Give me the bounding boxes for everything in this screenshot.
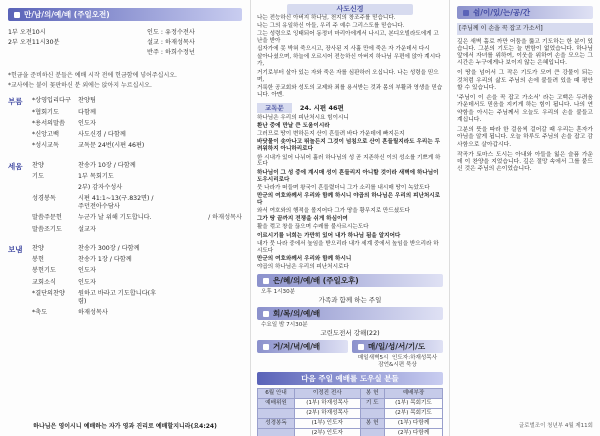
time-2: 2부 오전11시30분 xyxy=(8,38,60,46)
order-item xyxy=(32,226,242,234)
item-label: *상영입리다구 xyxy=(32,97,71,105)
duty-col-header: 이정진 전사 xyxy=(295,389,361,399)
story-heading: [주님께 이 손을 꼭 잡고 가소서] xyxy=(457,23,593,35)
item-value: 시편 41:1~13(구.832면) / 주던전아수담사 xyxy=(78,195,154,210)
item-value: 인도자 xyxy=(78,119,96,127)
responsive-line: 활을 꺾고 창을 끊으며 수레를 불사르시는도다 xyxy=(257,224,369,231)
responsive-line: 만군의 여호와께서 우리와 함께 하시니 xyxy=(257,255,352,262)
order-item xyxy=(32,195,242,211)
story-paragraph: 이 땅을 넘어서 그 작은 기도가 모여 큰 강물이 되는 것처럼 우리의 삶도 주님의 손에 붙들려 있을 때 평안할 수 있습니다. xyxy=(457,70,593,91)
main-service-banner xyxy=(8,8,242,21)
order-item xyxy=(32,120,242,128)
responsive-line: 내가 뭇 나라 중에서 높임을 받으리라 내가 세계 중에서 높임을 받으리라 하시도다 xyxy=(257,240,439,254)
responsive-line: 와서 여호와의 행적을 볼지어다 그가 땅을 황무지로 만드셨도다 xyxy=(257,208,410,215)
duty-col-header: 예배부장 xyxy=(384,389,442,399)
item-label: *축도 xyxy=(32,308,48,316)
dawn-col xyxy=(352,340,443,369)
order-item xyxy=(32,131,242,139)
order-item xyxy=(32,256,242,264)
order-item xyxy=(32,279,242,287)
creed-line: 십자가에 못 박혀 죽으시고, 장사된 지 사흘 만에 죽은 자 가운데서 다시 xyxy=(257,46,430,53)
item-label: 기도 xyxy=(32,172,44,180)
item-value: 하재성목사 xyxy=(78,308,108,316)
responsive-line: 환난 중에 만날 큰 도움이시라 xyxy=(257,123,330,129)
service-times xyxy=(8,29,60,58)
order-list xyxy=(32,245,242,320)
responsive-line: 이르시기를 너희는 가만히 있어 내가 하나님 됨을 알지어다 xyxy=(257,232,401,239)
creed-line: 그는 성령으로 잉태되어 동정녀 마리아에게서 나시고, 본디오빌라도에게 고난을 받아 xyxy=(257,31,439,45)
section-title: 세움 xyxy=(8,161,23,171)
order-list xyxy=(32,97,242,153)
duty-cell: (1부) 다함께 xyxy=(384,419,442,429)
item-label: 말씀주문헌 xyxy=(32,214,62,222)
story-paragraph: 작곡가 토마스 도시는 아내와 아들을 잃은 슬픔 가운데 이 찬양을 지었습니다. 깊은 절망 속에서 그를 붙드신 것은 주님의 손이었습니다. xyxy=(457,151,593,173)
story-text xyxy=(457,39,593,174)
duty-cell xyxy=(360,409,384,419)
order-item xyxy=(32,109,242,117)
creed-line: 거기로부터 살아 있는 자와 죽은 자를 심판하러 오십니다. 나는 성령을 믿으며, xyxy=(257,69,439,83)
duty-col-header: 봉 헌 xyxy=(360,389,384,399)
wednesday-time: 수요일 밤 7시30분 xyxy=(261,322,308,329)
order-list xyxy=(32,162,242,237)
duty-cell: 예배위원 xyxy=(258,399,295,409)
bullet-icon xyxy=(463,10,469,16)
duty-cell: (2부) 목회기도 xyxy=(384,409,442,419)
story-paragraph: 깊은 새벽 홀로 까만 어둠을 뚫고 기도하는 한 분이 있습니다. 그분의 기도는 늘 변함이 없었습니다. 하나님 앞에서 자녀를 위하여, 이웃을 위하여 손을 모으는 그 시간은 누구에게나 보이지 않는 은혜입니다. xyxy=(457,38,593,67)
duty-cell: (2부) 다함께 xyxy=(384,429,442,436)
duty-cell: 성경봉독 xyxy=(258,419,295,429)
duty-col-header: 6월 안내 xyxy=(258,389,295,399)
story-paragraph: 그분의 뜻을 따라 한 걸음씩 걸어갈 때 우리는 혼자가 아님을 알게 됩니다. 오늘 하루도 주님의 손을 잡고 감사함으로 살아갑시다. xyxy=(457,127,593,148)
worship-section xyxy=(8,97,242,153)
item-value: 찬양팀 xyxy=(78,97,96,105)
duty-cell: (2부) 인도자 xyxy=(295,429,361,436)
responsive-tag: 교독문 xyxy=(257,103,292,113)
item-label: *성시교독 xyxy=(32,142,60,150)
evening-banner: 거/저/녁/예/배 xyxy=(257,340,348,353)
item-label: 봉헌 xyxy=(32,256,44,263)
item-value: 1부 목회기도 xyxy=(78,172,114,180)
role-line: 반주 : 하희수정넌 xyxy=(147,48,195,56)
creed-text xyxy=(257,15,443,99)
bullet-icon xyxy=(263,278,269,284)
order-item xyxy=(32,142,242,150)
afternoon-banner: 은/혜/의/예/배 (주일오후) xyxy=(257,274,443,287)
duty-cell xyxy=(258,429,295,436)
banner-title: 만/남/의/예/배 (주일오전) xyxy=(24,9,110,19)
item-label: 찬양 xyxy=(32,161,44,169)
wednesday-banner: 회/복/의/예/배 xyxy=(257,307,443,320)
item-value: 찬송가 10장 / 다함께 xyxy=(78,161,136,169)
item-person: / 하재성목사 xyxy=(208,214,242,222)
item-label: 찬양 xyxy=(32,244,44,252)
creed-line: 거룩한 공교회와 성도의 교제와 죄를 용서받는 것과 몸의 부활과 영생을 믿습니다. 아멘. xyxy=(257,84,443,98)
order-item xyxy=(32,267,242,275)
responsive-line: 하나님은 우리의 피난처시요 힘이시니 xyxy=(257,114,349,121)
item-value: 찬송가 1장 / 다함께 xyxy=(78,256,132,263)
duty-banner: 다음 주일 예배를 도우실 분들 xyxy=(257,372,443,385)
order-item xyxy=(32,97,242,105)
rest-footer: 글로벌조이 청년부 4월 제11회 xyxy=(518,423,593,430)
duty-cell: (1부) 하재성목사 xyxy=(295,399,361,409)
creed-panel xyxy=(250,0,450,436)
responsive-title: 24. 시편 46편 xyxy=(299,103,344,112)
order-of-worship-panel xyxy=(0,0,250,436)
service-info xyxy=(8,29,242,58)
dawn-info: 매일새벽5시 인도자:하재성목사 xyxy=(357,355,438,362)
item-label: 교회소식 xyxy=(32,278,56,286)
notice-line: *교사에는 붙이 꽃판하신 분 외에는 앉아지 누르십시오. xyxy=(8,81,152,89)
item-label: *협회기도 xyxy=(32,108,60,116)
duty-cell: 봉 헌 xyxy=(360,419,384,429)
table-row xyxy=(258,409,443,419)
creed-heading: 사도신경 xyxy=(287,4,413,15)
order-item xyxy=(32,214,242,222)
order-item xyxy=(32,162,242,170)
bullet-icon xyxy=(14,12,20,18)
duty-table xyxy=(257,388,443,436)
responsive-text xyxy=(257,115,443,271)
responsive-line: 바닷물이 솟아나고 뛰놀든지 그것이 넘침으로 산이 흔들릴지라도 우리는 두려워하지 아니하리로다 xyxy=(257,139,441,153)
afternoon-time: 오후 1시30분 xyxy=(261,289,296,296)
table-row xyxy=(258,399,443,409)
item-value: 인도자 xyxy=(78,267,96,275)
evening-row xyxy=(257,340,443,369)
item-value: 교독문 24번(시편 46편) xyxy=(78,142,145,150)
responsive-line: 뭇 나라가 떠들며 왕국이 흔들렸더니 그가 소리를 내시매 땅이 녹았도다 xyxy=(257,184,430,191)
responsive-line: 야곱의 하나님은 우리의 피난처시로다 xyxy=(257,264,349,271)
duty-cell: (1부) 목회기도 xyxy=(384,399,442,409)
bullet-icon xyxy=(358,344,364,350)
responsive-heading xyxy=(257,103,443,113)
role-line: 설교 : 하재성목사 xyxy=(147,38,195,46)
order-item xyxy=(32,184,242,192)
duty-cell: 기 도 xyxy=(360,399,384,409)
wednesday-sub: 고린도전서 강해(22) xyxy=(320,329,380,338)
duty-cell: (1부) 인도자 xyxy=(295,419,361,429)
rest-banner: 쉼/이/있/는/공/간 xyxy=(457,6,593,19)
order-item xyxy=(32,290,242,306)
section-title: 보냄 xyxy=(8,244,23,254)
responsive-line: 그러므로 땅이 변하든지 산이 흔들려 바다 가운데에 빠지든지 xyxy=(257,131,405,138)
notice-line: *헌금을 준비하신 분들은 예배 시작 전에 헌금함에 넣어주십시오. xyxy=(8,72,177,80)
item-label: *결단의찬양 xyxy=(32,289,65,297)
table-row xyxy=(258,429,443,436)
order-item xyxy=(32,245,242,253)
creed-line: 나는 그의 유일하신 아들, 우리 주 예수 그리스도를 믿습니다. xyxy=(257,22,405,29)
order-item xyxy=(32,309,242,317)
item-label: 봉헌기도 xyxy=(32,267,56,275)
notices xyxy=(8,72,242,89)
item-value: 찬송가 300장 / 다함께 xyxy=(78,244,140,252)
rest-panel xyxy=(450,0,600,436)
duty-cell: (2부) 하재성목사 xyxy=(295,409,361,419)
role-line: 인도 : 유정수전사 xyxy=(147,29,195,36)
item-label: *신앙고백 xyxy=(32,131,60,138)
responsive-line: 만군의 여호와께서 우리와 함께 하시니 야곱의 하나님은 우리의 피난처시로다 xyxy=(257,192,441,206)
item-label: 말씀조기도 xyxy=(32,225,62,233)
table-row xyxy=(258,419,443,429)
worship-section xyxy=(8,245,242,320)
dawn-banner: 매/일/성/서/기/도 xyxy=(352,340,443,353)
story-paragraph: '주님이 이 손을 꼭 잡고 가소서' 라는 고백은 두려움 가운데서도 믿음을 지키게 하는 힘이 됩니다. 나의 연약함을 아시는 주님께서 오늘도 우리의 손을 붙들고 계십니다. xyxy=(457,95,593,123)
item-value: 다함께 xyxy=(78,108,96,116)
footer-quote: 하나님은 영이시니 예배하는 자가 영과 진리로 예배할지니라(요4:24) xyxy=(33,422,217,430)
section-title: 부름 xyxy=(8,97,23,107)
creed-line: 살아나셨으며, 하늘에 오르시어 전능하신 아버지 하나님 우편에 앉아 계시다가, xyxy=(257,54,441,68)
item-value: 누군가 날 위해 기도합니다. xyxy=(78,214,152,222)
worship-sections xyxy=(8,97,242,320)
item-label: 성경봉독 xyxy=(32,195,56,203)
dawn-sub: 잠언&시편 묵상 xyxy=(378,362,417,369)
duty-cell xyxy=(258,409,295,419)
item-value: 사도신경 / 다함께 xyxy=(78,131,126,138)
creed-line: 나는 전능하신 아버지 하나님, 천지의 창조주를 믿습니다. xyxy=(257,14,396,21)
duty-cell xyxy=(360,429,384,436)
item-value: 설교자 xyxy=(78,225,96,233)
item-value: 인도자 xyxy=(78,278,96,286)
evening-col xyxy=(257,340,348,369)
item-value: 2부) 감자수성사 xyxy=(78,184,123,191)
order-item xyxy=(32,173,242,181)
afternoon-sub: 가족과 함께 하는 주일 xyxy=(318,296,382,305)
bullet-icon xyxy=(263,344,269,350)
responsive-line: 하나님이 그 성 중에 계시매 성이 흔들리지 아니할 것이라 새벽에 하나님이 도우시리로다 xyxy=(257,169,439,183)
responsive-line: 한 시내가 있어 나뉘어 흘러 하나님의 성 곧 지존하신 이의 성소를 기쁘게 하도다 xyxy=(257,154,441,168)
item-label: *용서의말씀 xyxy=(32,119,65,127)
responsive-line: 그가 땅 끝까지 전쟁을 쉬게 하심이여 xyxy=(257,216,348,223)
worship-section xyxy=(8,162,242,237)
service-roles xyxy=(147,29,242,58)
bullet-icon xyxy=(263,311,269,317)
item-value: 원하고 바라고 기도합니다(후렴) xyxy=(78,289,157,305)
time-1: 1부 오전10시 xyxy=(8,29,46,36)
